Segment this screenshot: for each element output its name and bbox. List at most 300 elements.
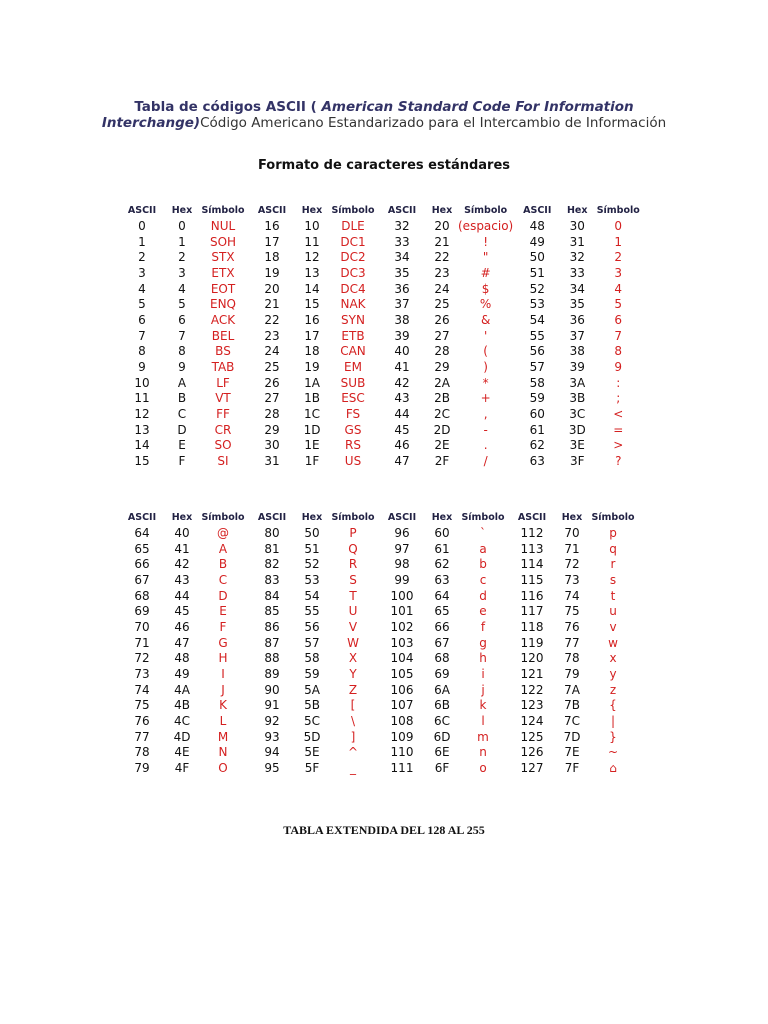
ascii-cell: 127 [520,761,544,776]
symbol-cell: C [218,572,228,587]
hex-cell: 4F [174,761,190,776]
symbol-cell: / [483,454,488,469]
hex-cell: 58 [304,651,320,666]
symbol-cell: SOH [209,234,237,249]
hex-cell: 7D [563,729,581,744]
symbol-cell: i [481,667,485,682]
hex-cell: 16 [304,312,320,327]
column-header-ascii: ASCII [127,511,157,523]
symbol-cell: 9 [614,360,623,375]
ascii-cell: 55 [529,328,545,343]
ascii-cell: 46 [394,438,410,453]
symbol-cell: US [344,454,362,469]
hex-cell: 1A [304,375,320,390]
hex-cell: A [177,375,187,390]
symbol-cell: DLE [341,218,365,233]
symbol-cell: W [347,635,359,650]
symbol-cell: > [613,438,624,453]
table-row [118,312,643,328]
hex-cell: 61 [434,541,450,556]
column-header-hex: Hex [301,204,323,216]
hex-cell: 43 [174,572,190,587]
symbol-cell: 5 [614,297,623,312]
hex-cell: 34 [569,281,585,296]
ascii-cell: 26 [264,375,280,390]
hex-cell: 0 [178,218,186,233]
document-title [0,99,768,131]
symbol-cell: z [609,682,617,697]
ascii-cell: 39 [394,328,410,343]
hex-cell: 75 [564,604,580,619]
table-body [118,525,638,776]
symbol-cell: 8 [614,344,623,359]
section-subtitle: Formato de caracteres estándares [257,158,511,173]
column-header-símbolo: Símbolo [596,204,640,216]
symbol-cell: u [609,604,617,619]
hex-cell: 49 [174,667,190,682]
ascii-cell: 69 [134,604,150,619]
ascii-cell: 38 [394,312,410,327]
hex-cell: 76 [564,619,580,634]
hex-cell: 39 [569,360,585,375]
hex-cell: 46 [174,619,190,634]
ascii-cell: 14 [134,438,150,453]
hex-cell: 5E [304,745,320,760]
ascii-cell: 93 [264,729,280,744]
symbol-cell: ] [350,729,356,744]
symbol-cell: c [479,572,487,587]
symbol-cell: < [613,407,624,422]
hex-cell: 9 [178,360,186,375]
symbol-cell: [ [350,698,356,713]
ascii-cell: 28 [264,407,280,422]
ascii-cell: 27 [264,391,280,406]
ascii-cell: 113 [520,541,544,556]
ascii-cell: 94 [264,745,280,760]
table-row [118,541,638,557]
symbol-cell: ⌂ [609,761,617,776]
symbol-cell: { [609,698,617,713]
title-part-2: American Standard Code For Information [321,99,634,115]
symbol-cell: | [610,714,616,729]
ascii-cell: 8 [138,344,146,359]
column-header-hex: Hex [431,204,453,216]
symbol-cell: FF [216,407,230,422]
column-header-hex: Hex [171,204,193,216]
ascii-cell: 123 [520,698,544,713]
ascii-cell: 81 [264,541,280,556]
symbol-cell: S [349,572,357,587]
symbol-cell: LF [216,375,230,390]
symbol-cell: p [609,525,617,540]
symbol-cell: DC1 [340,234,366,249]
table-row [118,635,638,651]
ascii-cell: 100 [390,588,414,603]
ascii-cell: 47 [394,454,410,469]
hex-cell: 8 [178,344,186,359]
symbol-cell: G [218,635,228,650]
hex-cell: 7E [564,745,580,760]
hex-cell: 59 [304,667,320,682]
ascii-cell: 121 [520,667,544,682]
column-header-símbolo: Símbolo [461,511,505,523]
symbol-cell: M [217,729,229,744]
table-row [118,603,638,619]
column-header-ascii: ASCII [387,511,417,523]
table-row [118,525,638,541]
hex-cell: 7C [563,714,580,729]
symbol-cell: @ [217,525,229,540]
symbol-cell: RS [345,438,361,453]
column-header-ascii: ASCII [127,204,157,216]
ascii-cell: 108 [390,714,414,729]
hex-cell: 1D [303,422,321,437]
symbol-cell: 7 [614,328,623,343]
ascii-cell: 126 [520,745,544,760]
table-row [118,760,638,776]
symbol-cell: " [482,250,489,265]
symbol-cell: 6 [614,312,623,327]
ascii-cell: 66 [134,557,150,572]
ascii-cell: 24 [264,344,280,359]
hex-cell: 41 [174,541,190,556]
table-row [118,666,638,682]
symbol-cell: EOT [210,281,236,296]
symbol-cell: # [480,265,491,280]
symbol-cell: b [479,557,487,572]
hex-cell: 7 [178,328,186,343]
hex-cell: 79 [564,667,580,682]
ascii-cell: 59 [529,391,545,406]
symbol-cell: 3 [614,265,623,280]
table-row [118,359,643,375]
hex-cell: 36 [569,312,585,327]
ascii-cell: 64 [134,525,150,540]
hex-cell: 77 [564,635,580,650]
symbol-cell: k [479,698,487,713]
ascii-table-0-63 [118,202,643,469]
symbol-cell: (espacio) [458,218,514,233]
hex-cell: 1E [304,438,320,453]
symbol-cell: m [477,729,489,744]
hex-cell: 2D [433,422,451,437]
hex-cell: 3E [569,438,585,453]
ascii-cell: 61 [529,422,545,437]
ascii-cell: 17 [264,234,280,249]
ascii-cell: 58 [529,375,545,390]
symbol-cell: E [219,604,227,619]
ascii-cell: 111 [390,761,414,776]
symbol-cell: X [348,651,358,666]
symbol-cell: . [483,438,488,453]
ascii-cell: 54 [529,312,545,327]
extended-table-heading: TABLA EXTENDIDA DEL 128 AL 255 [283,823,485,837]
symbol-cell: R [348,557,358,572]
hex-cell: 1B [304,391,320,406]
column-header-ascii: ASCII [523,204,552,216]
hex-cell: 2F [434,454,450,469]
symbol-cell: ENQ [209,297,236,312]
symbol-cell: n [479,745,487,760]
hex-cell: 38 [569,344,585,359]
hex-cell: 69 [434,667,450,682]
hex-cell: 3F [569,454,585,469]
hex-cell: 25 [434,297,450,312]
ascii-cell: 33 [394,234,410,249]
ascii-cell: 34 [394,250,410,265]
ascii-cell: 22 [264,312,280,327]
ascii-cell: 97 [394,541,410,556]
hex-cell: 1C [303,407,320,422]
hex-cell: 6D [433,729,451,744]
ascii-cell: 88 [264,651,280,666]
symbol-cell: TAB [211,360,235,375]
symbol-cell: U [348,604,358,619]
ascii-cell: 71 [134,635,150,650]
hex-cell: 22 [434,250,450,265]
hex-cell: 66 [434,619,450,634]
ascii-cell: 119 [520,635,544,650]
hex-cell: B [177,391,187,406]
ascii-cell: 99 [394,572,410,587]
ascii-cell: 45 [394,422,410,437]
symbol-cell: STX [211,250,235,265]
ascii-cell: 43 [394,391,410,406]
ascii-cell: 36 [394,281,410,296]
symbol-cell: f [480,619,486,634]
symbol-cell: K [219,698,227,713]
hex-cell: 51 [304,541,320,556]
column-header-símbolo: Símbolo [201,511,245,523]
column-header-ascii: ASCII [257,511,287,523]
symbol-cell: + [480,391,491,406]
symbol-cell: ETB [341,328,365,343]
table-row [118,406,643,422]
symbol-cell: CR [214,422,232,437]
symbol-cell: % [479,297,492,312]
hex-cell: 2C [433,407,450,422]
ascii-cell: 11 [134,391,150,406]
symbol-cell: , [483,407,488,422]
column-header-símbolo: Símbolo [331,511,375,523]
ascii-cell: 4 [138,281,146,296]
table-row [118,234,643,250]
ascii-cell: 12 [134,407,150,422]
ascii-cell: 62 [529,438,545,453]
hex-cell: 74 [564,588,580,603]
table-row [118,698,638,714]
hex-cell: 3D [568,422,586,437]
ascii-cell: 117 [520,604,544,619]
column-header-hex: Hex [431,511,453,523]
hex-cell: 13 [304,265,320,280]
hex-cell: 29 [434,360,450,375]
hex-cell: 19 [304,360,320,375]
ascii-cell: 77 [134,729,150,744]
symbol-cell: } [609,729,617,744]
hex-cell: 12 [304,250,320,265]
symbol-cell: 1 [614,234,623,249]
table-row [118,588,638,604]
ascii-cell: 102 [390,619,414,634]
hex-cell: 7A [564,682,580,697]
ascii-cell: 101 [390,604,414,619]
symbol-cell: N [218,745,228,760]
table-row [118,651,638,667]
ascii-cell: 78 [134,745,150,760]
hex-cell: 6 [178,312,186,327]
ascii-cell: 65 [134,541,150,556]
symbol-cell: Z [348,682,358,697]
ascii-cell: 10 [134,375,150,390]
ascii-cell: 118 [520,619,544,634]
ascii-cell: 21 [264,297,280,312]
ascii-cell: 60 [529,407,545,422]
symbol-cell: V [348,619,358,634]
hex-cell: 2 [178,250,186,265]
symbol-cell: * [482,375,489,390]
hex-cell: 26 [434,312,450,327]
hex-cell: 48 [174,651,190,666]
column-header-símbolo: Símbolo [464,204,508,216]
symbol-cell: ~ [607,745,619,760]
ascii-cell: 112 [520,525,544,540]
ascii-cell: 96 [394,525,410,540]
ascii-cell: 50 [529,250,545,265]
hex-cell: 5C [303,714,320,729]
ascii-cell: 25 [264,360,280,375]
column-header-símbolo: Símbolo [331,204,375,216]
table-row [118,296,643,312]
symbol-cell: P [349,525,357,540]
symbol-cell: D [218,588,228,603]
hex-cell: 67 [434,635,450,650]
ascii-cell: 44 [394,407,410,422]
hex-cell: 4C [173,714,190,729]
symbol-cell: 4 [614,281,623,296]
hex-cell: 10 [304,218,320,233]
hex-cell: 6C [433,714,450,729]
symbol-cell: ' [483,328,488,343]
ascii-cell: 19 [264,265,280,280]
symbol-cell: T [349,588,357,603]
ascii-cell: 37 [394,297,410,312]
hex-cell: 11 [304,234,320,249]
hex-cell: F [178,454,186,469]
column-header-ascii: ASCII [517,511,547,523]
hex-cell: 70 [564,525,580,540]
symbol-cell: Q [348,541,358,556]
ascii-cell: 72 [134,651,150,666]
ascii-cell: 16 [264,218,280,233]
hex-cell: 54 [304,588,320,603]
hex-cell: 15 [304,297,320,312]
symbol-cell: t [610,588,616,603]
symbol-cell: o [479,761,487,776]
symbol-cell: DC3 [340,265,366,280]
symbol-cell: g [479,635,487,650]
symbol-cell: NAK [340,297,366,312]
hex-cell: 5F [304,761,320,776]
symbol-cell: VT [215,391,231,406]
ascii-cell: 95 [264,761,280,776]
ascii-cell: 57 [529,360,545,375]
symbol-cell: ( [483,344,488,359]
table-row [118,438,643,454]
hex-cell: 21 [434,234,450,249]
hex-cell: 14 [304,281,320,296]
hex-cell: 71 [564,541,580,556]
ascii-cell: 1 [138,234,146,249]
symbol-cell: l [481,714,485,729]
hex-cell: 3A [569,375,586,390]
symbol-cell: q [609,541,617,556]
hex-cell: 17 [304,328,320,343]
symbol-cell: I [221,667,225,682]
symbol-cell: L [219,714,227,729]
table-row [118,556,638,572]
ascii-cell: 32 [394,218,410,233]
symbol-cell: _ [350,761,356,776]
ascii-cell: 3 [138,265,146,280]
hex-cell: 6B [434,698,450,713]
ascii-cell: 116 [520,588,544,603]
hex-cell: 53 [304,572,320,587]
hex-cell: 56 [304,619,320,634]
table-row [118,729,638,745]
ascii-cell: 48 [529,218,545,233]
ascii-cell: 106 [390,682,414,697]
hex-cell: 55 [304,604,320,619]
ascii-cell: 79 [134,761,150,776]
symbol-cell: A [218,541,228,556]
ascii-cell: 70 [134,619,150,634]
hex-cell: 4D [173,729,191,744]
hex-cell: 40 [174,525,190,540]
symbol-cell: BEL [211,328,235,343]
ascii-cell: 67 [134,572,150,587]
table-row [118,682,638,698]
ascii-cell: 107 [390,698,414,713]
hex-cell: 27 [434,328,450,343]
ascii-cell: 105 [390,667,414,682]
symbol-cell: ESC [341,391,365,406]
table-row [118,344,643,360]
symbol-cell: EM [344,360,362,375]
hex-cell: 44 [174,588,190,603]
symbol-cell: h [479,651,487,666]
hex-cell: 23 [434,265,450,280]
hex-cell: 2A [434,375,450,390]
ascii-cell: 51 [529,265,545,280]
hex-cell: 4B [174,698,190,713]
table-row [118,572,638,588]
symbol-cell: = [613,422,624,437]
ascii-cell: 0 [138,218,146,233]
hex-cell: 18 [304,344,320,359]
hex-cell: 6F [434,761,450,776]
symbol-cell: ? [615,454,622,469]
ascii-cell: 23 [264,328,280,343]
ascii-cell: 35 [394,265,410,280]
hex-cell: 45 [174,604,190,619]
ascii-cell: 31 [264,454,280,469]
ascii-cell: 6 [138,312,146,327]
title-part-4: Código Americano Estandarizado para el Intercambio de Información [200,115,667,131]
symbol-cell: ; [616,391,621,406]
symbol-cell: ! [483,234,489,249]
hex-cell: 57 [304,635,320,650]
